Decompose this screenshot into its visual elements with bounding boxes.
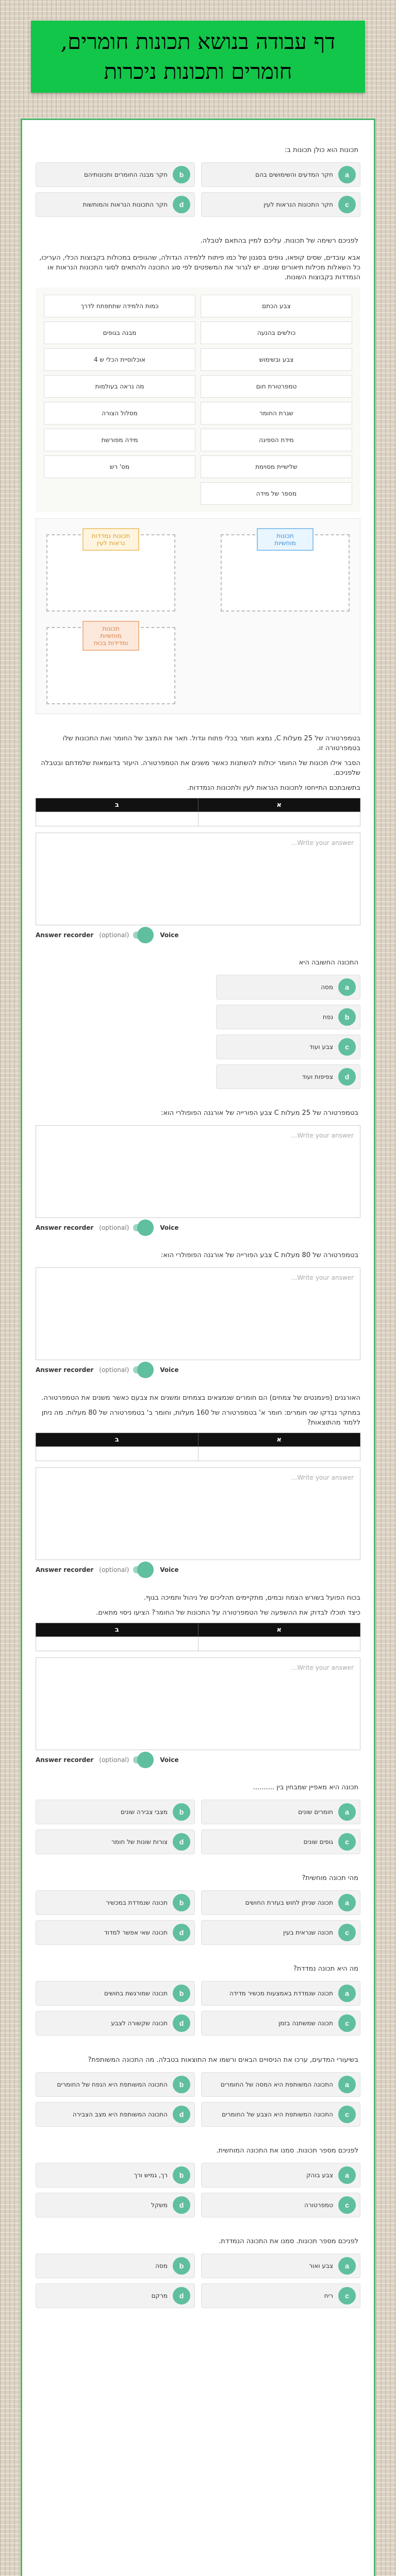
word-bank (36, 287, 360, 512)
option-letter: b (173, 1985, 190, 2002)
option-c[interactable] (201, 2102, 360, 2127)
question-paragraph: האורגנים (פיגמנטים של צמחים) הם חומרים שנמצאים בצמחים ומשנים את צבעם כאשר משנים את הטמפרטורה. (41, 1394, 360, 1402)
recorder-label: Answer recorder (36, 931, 94, 939)
option-letter: d (173, 2196, 190, 2214)
option-text: חקר התכונות הנראות והמוחשות (82, 201, 168, 208)
question-8 (36, 1593, 360, 1764)
answer-options (36, 1981, 360, 2036)
table-header: ב (36, 799, 199, 812)
table-header: א (198, 1433, 360, 1447)
option-letter: a (338, 978, 356, 996)
word-card[interactable]: כולשים בהנעה (201, 321, 352, 344)
option-d[interactable] (216, 1064, 360, 1089)
answer-options (36, 2253, 360, 2308)
answer-textarea[interactable]: Write your answer... (36, 1267, 360, 1360)
word-card[interactable]: מה נראה בעולמות (44, 375, 195, 398)
table-header: ב (36, 1433, 199, 1447)
voice-label: Voice (160, 1366, 179, 1374)
option-d[interactable] (36, 2102, 195, 2127)
word-card[interactable]: צבע ובשימוש (201, 348, 352, 371)
option-letter: a (338, 1894, 356, 1911)
answer-options (36, 2163, 360, 2217)
option-letter: c (338, 1038, 356, 1056)
word-card[interactable]: שלישיית מסוימת (201, 455, 352, 478)
word-card[interactable]: כמות הלמידה שתתפתח לדרך (44, 295, 195, 317)
word-card[interactable]: מידת הספיגה (201, 429, 352, 451)
answer-table (36, 798, 360, 826)
option-letter: c (338, 1833, 356, 1851)
option-a[interactable] (216, 975, 360, 999)
answer-options (36, 1800, 360, 1854)
option-text: חקר המדעים והשימושים בהם (255, 171, 333, 178)
option-letter: b (173, 2076, 190, 2093)
option-text: נפח (322, 1013, 333, 1021)
option-letter: d (173, 2014, 190, 2032)
option-b[interactable] (36, 2253, 195, 2278)
recorder-label: Answer recorder (36, 1366, 94, 1374)
option-text: צפיפות ועוד (302, 1073, 333, 1080)
question-paragraph: כיצד תוכלו לבדוק את ההשפעה של הטמפרטורה על התכונות של החומר? הציעו ניסוי מתאים. (96, 1609, 360, 1617)
option-d[interactable] (36, 1920, 195, 1945)
option-letter: b (338, 1008, 356, 1026)
option-text: תכונה שניתן לחוש בעזרת החושים (245, 1899, 333, 1906)
table-cell[interactable] (198, 812, 360, 826)
option-a[interactable] (201, 1981, 360, 2006)
question-paragraph: בכוח הפועל בשורש הצמח ובמים, מתקיימים תהליכים של ניהול ותמיכה בגוף. (143, 1594, 360, 1602)
option-letter: b (173, 1803, 190, 1821)
table-header: א (198, 799, 360, 812)
question-prompt: לפניכם רשימה של תכונות. עליכם למיין בהתאם לטבלה. (200, 237, 358, 245)
option-letter: d (173, 1833, 190, 1851)
question-text: אבא עובדים, שסים קופאו, גופים בסגנון של כמו פיתוח ללמידה הגדולה, שהגופים במכולות בקבוצות הכלי, העריכו, כל השאלות מכילות תיאורים שונים. יש לגרור את המשפטים לפי סוג התכונה ולהתאים לסוגי התכונות הנראות או הנמדדות בקבוצות השונות. (39, 254, 360, 281)
answer-options (36, 2072, 360, 2127)
option-letter: c (338, 1924, 356, 1941)
option-a[interactable] (201, 1890, 360, 1915)
question-prompt: תכונה היא מאפיין שמבחין בין .......... (253, 1784, 358, 1791)
drop-zone-3[interactable] (46, 627, 175, 704)
option-letter: d (173, 2287, 190, 2304)
option-c[interactable] (201, 192, 360, 217)
question-prompt: לפניכם מספר תכונות. סמנו את התכונה המוחשית. (216, 2147, 358, 2155)
recorder-optional: (optional) (99, 1224, 129, 1231)
recorder-label: Answer recorder (36, 1224, 94, 1231)
option-letter: b (173, 1894, 190, 1911)
question-6 (36, 1251, 360, 1374)
table-cell[interactable] (36, 1447, 199, 1461)
option-text: תכונה שנמדדת באמצעות מכשיר מדידה (229, 1990, 333, 1997)
question-3 (36, 734, 360, 939)
question-13 (36, 2146, 360, 2217)
option-text: צבע בוהק (306, 2172, 333, 2179)
option-letter: a (338, 2257, 356, 2275)
recorder-optional: (optional) (99, 931, 129, 939)
option-b[interactable] (36, 1800, 195, 1824)
option-c[interactable] (216, 1035, 360, 1059)
word-card[interactable]: מספר של מידה (201, 482, 352, 505)
option-b[interactable] (36, 2072, 195, 2097)
option-text: חקר התכונות הנראות לעין (263, 201, 333, 208)
table-cell[interactable] (198, 1637, 360, 1651)
option-letter: a (338, 2166, 356, 2184)
word-card[interactable]: אוכלוסיית הכלי ש 4 (44, 348, 195, 371)
voice-label: Voice (160, 1756, 179, 1764)
option-letter: b (173, 2166, 190, 2184)
question-5 (36, 1109, 360, 1231)
option-letter: a (338, 166, 356, 183)
option-letter: c (338, 2106, 356, 2123)
answer-recorder (36, 1366, 360, 1374)
answer-textarea[interactable]: Write your answer... (36, 1125, 360, 1218)
option-text: תכונה שנראית בעין (283, 1929, 333, 1936)
worksheet-body (21, 118, 375, 2576)
option-text: רך, גמיש ורך (134, 2172, 168, 2179)
question-4 (36, 958, 360, 1089)
voice-toggle[interactable] (133, 1366, 151, 1374)
answer-recorder (36, 931, 360, 939)
voice-label: Voice (160, 1224, 179, 1231)
question-12 (36, 2055, 360, 2127)
option-text: חומרים שונים (298, 1808, 333, 1816)
option-c[interactable] (201, 1829, 360, 1854)
answer-options (36, 162, 360, 217)
question-paragraph: הסבר אילו תכונות של החומר יכולות להשתנות כאשר משנים את הטמפרטורה. היעזר בדוגמאות שלמדתם ובטבלה שלפניכם. (41, 759, 360, 777)
option-text: התכונה המשותפת היא מצב הצבירה (72, 2111, 168, 2118)
drop-zone-1[interactable] (46, 534, 175, 612)
option-letter: a (338, 2076, 356, 2093)
recorder-optional: (optional) (99, 1756, 129, 1764)
recorder-optional: (optional) (99, 1366, 129, 1374)
question-paragraph: בטמפרטורה של 25 מעלות C, נמצא חומר בכלי פתוח וגדול. תאר את המצב של החומר ואת התכונות שלו בטמפרטורה זו. (62, 735, 360, 752)
option-text: התכונה המשותפת היא הנפח של החומרים (57, 2081, 168, 2088)
drop-zone-area (36, 518, 360, 714)
table-cell[interactable] (198, 1447, 360, 1461)
question-prompt: בטמפרטורה של 80 מעלות C צבע הפורייה של אורגנה הפופולרי הוא: (161, 1251, 358, 1259)
question-11 (36, 1964, 360, 2036)
recorder-label: Answer recorder (36, 1566, 94, 1573)
option-d[interactable] (36, 192, 195, 217)
option-b[interactable] (216, 1005, 360, 1029)
option-text: התכונה המשותפת היא הצבע של החומרים (222, 2111, 333, 2118)
option-d[interactable] (36, 1829, 195, 1854)
answer-table (36, 1623, 360, 1651)
drop-zone-label: תכונות נמדדות נראות לעין (82, 528, 139, 551)
option-letter: d (173, 1924, 190, 1941)
word-card[interactable]: מידה מפורשת (44, 429, 195, 451)
worksheet-title: דף עבודה בנושא תכונות חומרים, חומרים ותכונות ניכרות (31, 21, 365, 93)
option-text: ריח (324, 2292, 333, 2299)
question-prompt: בשיעורי המדעים, ערכו את הניסויים הבאים ורשמו את התוצאות בטבלה. מה התכונה המשותפת? (88, 2056, 358, 2064)
answer-recorder (36, 1756, 360, 1764)
question-prompt: לפניכם מספר תכונות. סמנו את התכונה הנמדדת. (219, 2238, 358, 2245)
option-letter: c (338, 2287, 356, 2304)
option-text: צורות שונות של חומר (111, 1838, 168, 1845)
option-letter: d (338, 1068, 356, 1086)
option-b[interactable] (36, 1981, 195, 2006)
table-header: א (198, 1623, 360, 1637)
drop-zone-label: תכונות מוחשיות ומדידות בכוח (82, 621, 139, 651)
table-cell[interactable] (36, 812, 199, 826)
question-prompt: תכונות הוא כולן תכונות ב: (285, 146, 358, 154)
question-prompt: התכונה החשובה היא (299, 959, 358, 967)
question-paragraph: בתשובתכם התייחסו לתכונות הנראות לעין ולתכונות הנמדדות. (187, 784, 360, 792)
option-text: מסה (321, 984, 333, 991)
voice-toggle[interactable] (133, 1566, 151, 1573)
option-text: גופים שונים (303, 1838, 333, 1845)
question-2 (36, 236, 360, 714)
option-a[interactable] (201, 1800, 360, 1824)
question-1 (36, 146, 360, 217)
answer-textarea[interactable]: Write your answer... (36, 1467, 360, 1560)
option-text: תכונה שמשתנה בזמן (278, 2020, 333, 2027)
option-text: התכונה המשותפת היא המסה של החומרים (220, 2081, 333, 2088)
option-text: מצבי צבירה שונים (120, 1808, 168, 1816)
option-c[interactable] (201, 2011, 360, 2036)
question-7 (36, 1393, 360, 1573)
option-letter: b (173, 166, 190, 183)
question-prompt: בטמפרטורה של 25 מעלות C צבע הפורייה של אורגנה הפופולרי הוא: (161, 1109, 358, 1117)
option-d[interactable] (36, 2011, 195, 2036)
option-letter: c (338, 2014, 356, 2032)
option-text: מרקם (151, 2292, 168, 2299)
option-letter: a (338, 1985, 356, 2002)
voice-label: Voice (160, 931, 179, 939)
option-letter: c (338, 196, 356, 213)
recorder-label: Answer recorder (36, 1756, 94, 1764)
word-card[interactable]: טמפרטורת חום (201, 375, 352, 398)
option-c[interactable] (201, 2283, 360, 2308)
question-9 (36, 1783, 360, 1854)
option-a[interactable] (201, 2072, 360, 2097)
word-card[interactable]: מסלול הצורה (44, 402, 195, 425)
option-d[interactable] (36, 2283, 195, 2308)
word-card[interactable]: צבע הכתם (201, 295, 352, 317)
option-b[interactable] (36, 162, 195, 187)
drop-zone-label: תכונות מוחשיות (257, 528, 314, 551)
question-14 (36, 2237, 360, 2308)
option-b[interactable] (36, 2163, 195, 2188)
option-c[interactable] (201, 2193, 360, 2217)
option-a[interactable] (201, 162, 360, 187)
option-text: חקר מבנה החומרים ותכונותיהם (84, 171, 168, 178)
option-text: תכונה שאי אפשר למדוד (104, 1929, 168, 1936)
drop-zone-2[interactable] (221, 534, 350, 612)
option-text: משקל (151, 2201, 168, 2209)
answer-table (36, 1433, 360, 1461)
empty-cell (44, 482, 195, 505)
option-text: תכונה שמורגשת בחושים (104, 1990, 168, 1997)
option-text: טמפרטורה (304, 2201, 333, 2209)
answer-textarea[interactable]: Write your answer... (36, 1657, 360, 1750)
answer-options (36, 1890, 360, 1945)
option-letter: a (338, 1803, 356, 1821)
option-text: תכונה שקשורה לצבע (111, 2020, 168, 2027)
option-text: צבע ועוד (309, 1043, 333, 1050)
question-paragraph: במחקר נבדקו שני חומרים: חומר א' בטמפרטורה של 160 מעלות, וחומר ב' בטמפרטורה של 80 מעלות. מה ניתן ללמוד מהתוצאות? (41, 1409, 360, 1427)
option-d[interactable] (36, 2193, 195, 2217)
option-text: תכונה שנמדדת במכשיר (106, 1899, 168, 1906)
word-card[interactable]: מס' רש (44, 455, 195, 478)
answer-recorder (36, 1566, 360, 1573)
answer-recorder (36, 1224, 360, 1231)
word-card[interactable]: מבנה בגופים (44, 321, 195, 344)
question-prompt: מהי תכונה מוחשית? (302, 1874, 358, 1882)
option-b[interactable] (36, 1890, 195, 1915)
voice-toggle[interactable] (133, 1224, 151, 1231)
option-a[interactable] (201, 2163, 360, 2188)
option-c[interactable] (201, 1920, 360, 1945)
question-10 (36, 1874, 360, 1945)
option-text: צבע ואור (309, 2262, 333, 2269)
option-text: מסה (155, 2262, 168, 2269)
word-card[interactable]: שגרת החומר (201, 402, 352, 425)
option-a[interactable] (201, 2253, 360, 2278)
answer-textarea[interactable]: Write your answer... (36, 833, 360, 925)
option-letter: d (173, 2106, 190, 2123)
recorder-optional: (optional) (99, 1566, 129, 1573)
voice-toggle[interactable] (133, 931, 151, 939)
question-prompt: מה היא תכונה נמדדת? (293, 1965, 358, 1973)
voice-toggle[interactable] (133, 1756, 151, 1764)
answer-options (216, 975, 360, 1089)
option-letter: c (338, 2196, 356, 2214)
table-cell[interactable] (36, 1637, 199, 1651)
voice-label: Voice (160, 1566, 179, 1573)
table-header: ב (36, 1623, 199, 1637)
option-letter: b (173, 2257, 190, 2275)
option-letter: d (173, 196, 190, 213)
